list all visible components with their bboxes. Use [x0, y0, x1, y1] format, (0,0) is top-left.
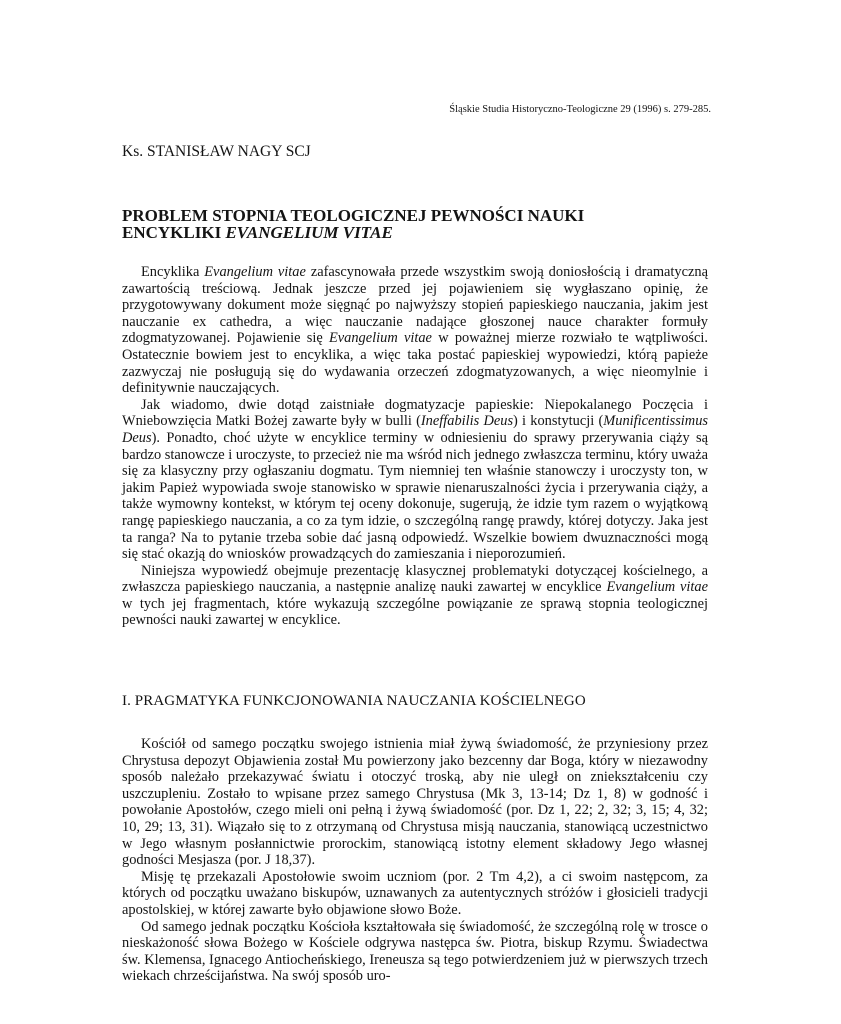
section-1-paragraph-1: Kościół od samego początku swojego istnienia miał żywą świadomość, że przyniesiony przez Chrystusa depozyt Objawienia został Mu powierzony jako bezcenny dar Boga, który w niezawodny sposób należało przekazywać światu i otoczyć troską, aby nie uległ on zniekształceniu czy uszczupleniu. Zostało to wpisane przez samego Chrystusa (Mk 3, 13-14; Dz 1, 8) w godność i powołanie Apostołów, czego mieli oni pełną i żywą świadomość (por. Dz 1, 22; 2, 32; 3, 15; 4, 32; 10, 29; 13, 31). Wiązało się to z otrzymaną od Chrystusa misją nauczania, stanowiącą uczestnictwo w Jego własnym posłannictwie prorockim, stanowiącą istotny element składowy Jego własnej godności Mesjasza (por. J 18,37). [122, 736, 708, 869]
intro-section [122, 264, 708, 629]
section-1-paragraph-2: Misję tę przekazali Apostołowie swoim uczniom (por. 2 Tm 4,2), a ci swoim następcom, za których od początku uważano biskupów, uznawanych za autentycznych stróżów i głosicieli tradycji apostolskiej, w której zawarte było objawione słowo Boże. [122, 868, 708, 918]
text-run: w poważnej mierze rozwiało te wątpliwości. Ostatecznie bowiem jest to encyklika, a więc taka postać papieskiej wypowiedzi, którą papieże zazwyczaj nie posługują się do wydawania orzeczeń zdogmatyzowanych, a więc nieomylnie i definitywnie nauczających. [122, 330, 708, 397]
title-line-1: PROBLEM STOPNIA TEOLOGICZNEJ PEWNOŚCI NAUKI [122, 206, 585, 225]
title-line-2-italic: EVANGELIUM VITAE [225, 223, 393, 242]
italic-text-run: Evangelium vitae [606, 579, 708, 596]
italic-text-run: Evangelium vitae [204, 264, 306, 280]
intro-paragraph-3 [122, 563, 708, 629]
title-line-2 [122, 224, 722, 241]
text-run: Encyklika [141, 264, 205, 280]
intro-paragraph-2 [122, 397, 708, 563]
text-run: zafascynowała przede wszystkim swoją doniosłością i dramatyczną zawartością treściową. Jednak jeszcze przed jej pojawieniem się wygłaszano opinię, że przygotowywany dokument może sięgnąć po najwyższy stopień papieskiego nauczania, jakim jest nauczanie ex cathedra, a więc nauczanie nadające głoszonej nauce charakter formuły zdogmatyzowanej. Pojawienie się [122, 264, 708, 347]
title-line-2-prefix: ENCYKLIKI [122, 223, 226, 242]
journal-reference: Śląskie Studia Historyczno-Teologiczne 29 (1996) s. 279-285. [449, 104, 711, 115]
text-run: Niniejsza wypowiedź obejmuje prezentację klasycznej problematyki dotyczącej kościelnego, a zwłaszcza papieskiego nauczania, a następnie analizę nauki zawartej w encyklice [122, 562, 708, 596]
article-title [122, 207, 722, 241]
text-run: ). Ponadto, choć użyte w encyklice terminy w odniesieniu do sprawy przerywania ciąży są bardzo stanowcze i uroczyste, to przecież nie ma wśród nich jednego zwłaszcza terminu, który uważa się za klasyczny przy ogłaszaniu dogmatu. Tym niemniej ten właśnie stanowczy i uroczysty ton, w jakim Papież wypowiada swoje stanowisko w sprawie nienaruszalności życia i przerywania ciąży, a także wymowny kontekst, w którym tej oceny dokonuje, sugerują, że idzie tym razem o wyjątkową rangę papieskiego nauczania, a co za tym idzie, o szczególną rangę prawdy, której dotyczy. Jaka jest ta ranga? Na to pytanie trzeba sobie dać jasną odpowiedź. Wszelkie bowiem dwuznaczności mogą się stać okazją do wniosków prowadzących do zamieszania i nieporozumień. [122, 429, 708, 563]
text-run: w tych jej fragmentach, które wykazują szczególne powiązanie ze sprawą stopnia teologicznej pewności nauki zawartej w encyklice. [122, 595, 708, 629]
intro-paragraph-1 [122, 264, 708, 397]
section-1-body [122, 736, 708, 985]
text-run: Jak wiadomo, dwie dotąd zaistniałe dogmatyzacje papieskie: Niepokalanego Poczęcia i Wniebowzięcia Matki Bożej zawarte były w bulli ( [122, 396, 708, 430]
italic-text-run: Munificentissimus Deus [122, 413, 708, 446]
author-name: Ks. STANISŁAW NAGY SCJ [122, 143, 311, 160]
italic-text-run: Ineffabilis Deus [420, 413, 514, 430]
italic-text-run: Evangelium vitae [328, 330, 432, 347]
section-heading: I. PRAGMATYKA FUNKCJONOWANIA NAUCZANIA KOŚCIELNEGO [122, 693, 586, 709]
text-run: ) i konstytucji ( [513, 413, 604, 430]
section-1-paragraph-3: Od samego jednak początku Kościoła kształtowała się świadomość, że szczególną rolę w trosce o nieskażoność słowa Bożego w Kościele odgrywa następca św. Piotra, biskup Rzymu. Świadectwa św. Klemensa, Ignacego Antiocheńskiego, Ireneusza są tego potwierdzeniem już w pierwszych trzech wiekach chrześcijaństwa. Na swój sposób uro- [122, 918, 708, 985]
